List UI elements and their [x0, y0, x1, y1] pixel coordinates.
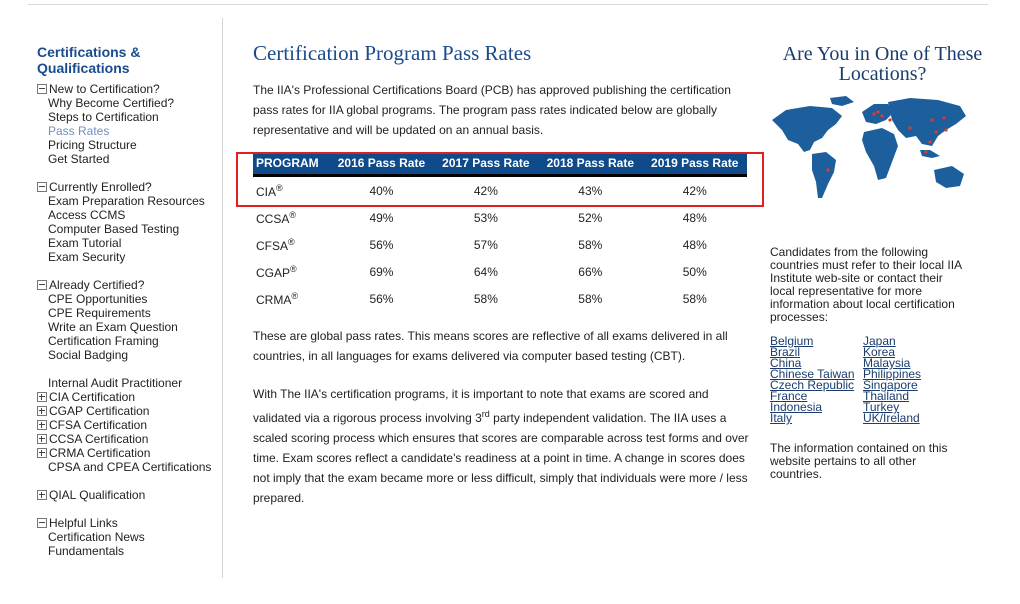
country-link-belgium[interactable]: Belgium: [770, 334, 814, 348]
rate-cell: 69%: [369, 264, 394, 279]
intro-paragraph: The IIA's Professional Certifications Board (PCB) has approved publishing the certification pass rates for IIA global programs. The program pass rates indicated below are globally representative and will be updated on an annual basis.: [253, 83, 731, 137]
rate-cell: 56%: [369, 291, 394, 306]
country-link-brazil[interactable]: Brazil: [770, 345, 801, 359]
expand-icon[interactable]: [37, 420, 47, 430]
nav-group-qial: [37, 488, 221, 502]
sidebar-item-cpe-requirements[interactable]: CPE Requirements: [48, 306, 151, 320]
sidebar-item-exam-tutorial[interactable]: Exam Tutorial: [48, 236, 122, 250]
collapse-icon[interactable]: [37, 182, 47, 192]
country-link-uk-ireland[interactable]: UK/Ireland: [863, 411, 920, 425]
sidebar-item-cert-news[interactable]: Certification News: [48, 530, 145, 544]
sidebar-item-write-question[interactable]: Write an Exam Question: [48, 320, 178, 334]
column-header-2017: 2017 Pass Rate: [434, 152, 538, 176]
sidebar-item-exam-prep[interactable]: Exam Preparation Resources: [48, 194, 205, 208]
nav-group-enrolled: [37, 180, 221, 264]
country-link-philippines[interactable]: Philippines: [863, 367, 922, 381]
sidebar-title: Certifications & Qualifications: [37, 44, 141, 76]
rate-cell: 52%: [578, 210, 603, 225]
nav-group-helpful: [37, 516, 221, 558]
country-link-korea[interactable]: Korea: [863, 345, 896, 359]
sidebar-item-fundamentals[interactable]: Fundamentals: [48, 544, 125, 558]
expand-icon[interactable]: [37, 448, 47, 458]
global-rates-paragraph: These are global pass rates. This means scores are reflective of all exams delivered in all countries, in all languages for exams delivered via computer based testing (CBT).: [253, 329, 728, 363]
locations-panel: [770, 44, 995, 481]
world-map-image[interactable]: [770, 90, 970, 208]
rate-cell: 56%: [369, 237, 394, 252]
nav-group-header[interactable]: Helpful Links: [37, 516, 221, 530]
country-link-singapore[interactable]: Singapore: [863, 378, 918, 392]
sidebar-item-pricing[interactable]: Pricing Structure: [48, 138, 137, 152]
other-countries-note: The information contained on this website pertains to all other countries.: [770, 441, 948, 481]
sidebar-item-crma[interactable]: CRMA Certification: [37, 446, 221, 460]
country-link-turkey[interactable]: Turkey: [863, 400, 900, 414]
nav-group-header[interactable]: Currently Enrolled?: [37, 180, 221, 194]
sidebar-item-cbt[interactable]: Computer Based Testing: [48, 222, 180, 236]
pass-rates-table: [253, 152, 747, 312]
country-list: [770, 336, 995, 424]
country-link-indonesia[interactable]: Indonesia: [770, 400, 823, 414]
rate-cell: 58%: [578, 237, 603, 252]
program-cell: CIA®: [256, 182, 283, 199]
rate-cell: 40%: [369, 183, 394, 198]
candidates-note: Candidates from the following countries must refer to their local IIA Institute web-site or contact their local representative for more information about local certification processes:: [770, 245, 962, 324]
rate-cell: 42%: [473, 183, 498, 198]
sidebar-item-cpe-opportunities[interactable]: CPE Opportunities: [48, 292, 148, 306]
program-cell: CFSA®: [256, 236, 295, 253]
sidebar-item-get-started[interactable]: Get Started: [48, 152, 110, 166]
table-row: [253, 231, 747, 258]
rate-cell: 58%: [578, 291, 603, 306]
rate-cell: 64%: [473, 264, 498, 279]
country-link-chinese-taiwan[interactable]: Chinese Taiwan: [770, 367, 855, 381]
sidebar-item-qial[interactable]: QIAL Qualification: [37, 488, 221, 502]
nav-group-practitioner: [37, 376, 221, 474]
rate-cell: 43%: [578, 183, 603, 198]
sidebar-nav: [37, 44, 221, 572]
rate-cell: 42%: [682, 183, 707, 198]
program-cell: CCSA®: [256, 209, 296, 226]
expand-icon[interactable]: [37, 434, 47, 444]
program-cell: CRMA®: [256, 290, 298, 307]
rate-cell: 66%: [578, 264, 603, 279]
sidebar-item-steps[interactable]: Steps to Certification: [48, 110, 159, 124]
table-header-row: [253, 152, 747, 176]
table-row: [253, 176, 747, 205]
country-link-japan[interactable]: Japan: [863, 334, 896, 348]
expand-icon[interactable]: [37, 392, 47, 402]
sidebar-item-cpsa[interactable]: CPSA and CPEA Certifications: [48, 460, 212, 474]
scoring-paragraph: With The IIA's certification programs, it is important to note that exams are scored and validated via a rigorous process involving 3rd party independent validation. The IIA uses a scaled scoring process which ensures that scores are comparable across test forms and over time. Exam scores reflect a candidate's readiness at a point in time. A change in scores does not imply that the exam became more or less difficult, simply that individuals were more / less prepared.: [253, 387, 749, 505]
sidebar-item-pass-rates[interactable]: Pass Rates: [48, 124, 110, 138]
column-header-2016: 2016 Pass Rate: [329, 152, 433, 176]
column-header-2018: 2018 Pass Rate: [538, 152, 642, 176]
rate-cell: 50%: [682, 264, 707, 279]
country-link-malaysia[interactable]: Malaysia: [863, 356, 911, 370]
rate-cell: 57%: [473, 237, 498, 252]
collapse-icon[interactable]: [37, 280, 47, 290]
rate-cell: 48%: [682, 237, 707, 252]
rate-cell: 58%: [473, 291, 498, 306]
table-row: [253, 285, 747, 312]
sidebar-item-cia[interactable]: CIA Certification: [37, 390, 221, 404]
table-row: [253, 258, 747, 285]
sidebar-item-cfsa[interactable]: CFSA Certification: [37, 418, 221, 432]
sidebar-item-ccms[interactable]: Access CCMS: [48, 208, 126, 222]
country-link-czech-republic[interactable]: Czech Republic: [770, 378, 855, 392]
sidebar-item-ccsa[interactable]: CCSA Certification: [37, 432, 221, 446]
expand-icon[interactable]: [37, 406, 47, 416]
rate-cell: 58%: [682, 291, 707, 306]
sidebar-divider: [222, 18, 223, 578]
column-header-program: PROGRAM: [253, 152, 329, 176]
rate-cell: 49%: [369, 210, 394, 225]
sidebar-item-framing[interactable]: Certification Framing: [48, 334, 159, 348]
rate-cell: 48%: [682, 210, 707, 225]
top-divider: [28, 4, 988, 5]
collapse-icon[interactable]: [37, 84, 47, 94]
sidebar-item-exam-security[interactable]: Exam Security: [48, 250, 126, 264]
column-header-2019: 2019 Pass Rate: [643, 152, 747, 176]
rate-cell: 53%: [473, 210, 498, 225]
sidebar-item-why-certified[interactable]: Why Become Certified?: [48, 96, 175, 110]
table-row: [253, 204, 747, 231]
sidebar-item-practitioner[interactable]: Internal Audit Practitioner: [48, 376, 183, 390]
nav-group-header[interactable]: New to Certification?: [37, 82, 221, 96]
country-link-france[interactable]: France: [770, 389, 808, 403]
nav-group-header[interactable]: Already Certified?: [37, 278, 221, 292]
sidebar-item-cgap[interactable]: CGAP Certification: [37, 404, 221, 418]
nav-group-certified: [37, 278, 221, 362]
locations-title: Are You in One of These Locations?: [782, 43, 983, 85]
country-link-china[interactable]: China: [770, 356, 802, 370]
country-link-italy[interactable]: Italy: [770, 411, 793, 425]
page-title: Certification Program Pass Rates: [253, 41, 532, 65]
program-cell: CGAP®: [256, 263, 297, 280]
sidebar-item-social-badging[interactable]: Social Badging: [48, 348, 129, 362]
nav-group-new: [37, 82, 221, 166]
collapse-icon[interactable]: [37, 518, 47, 528]
expand-icon[interactable]: [37, 490, 47, 500]
country-link-thailand[interactable]: Thailand: [863, 389, 910, 403]
main-content: [253, 40, 753, 508]
